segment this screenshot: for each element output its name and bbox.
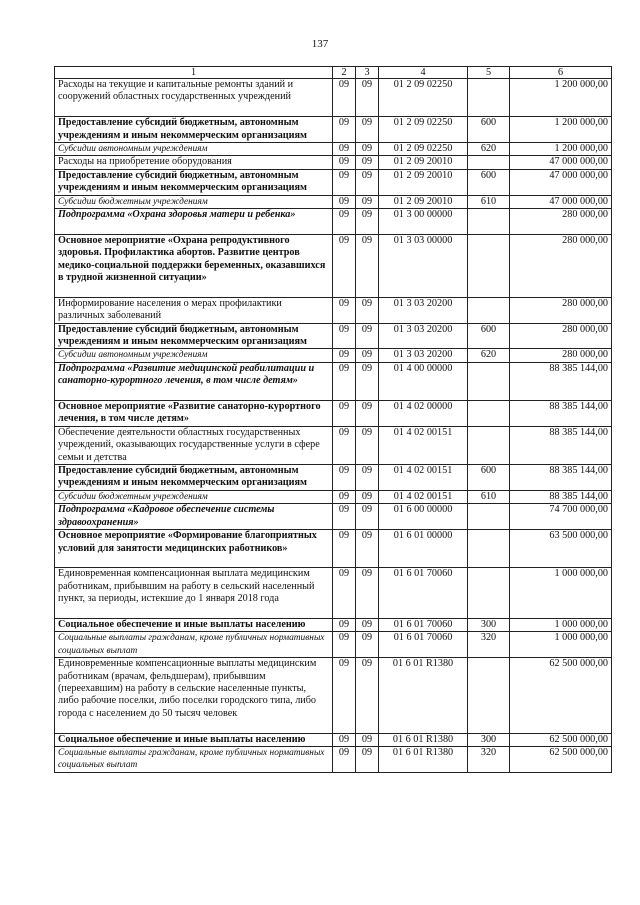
row-amount: 1 200 000,00: [510, 79, 612, 117]
row-subsection: 09: [356, 297, 379, 323]
row-name: Социальное обеспечение и иные выплаты населению: [55, 733, 333, 746]
row-section: 09: [333, 323, 356, 349]
table-row: [55, 733, 612, 746]
row-target-code: 01 2 09 20010: [379, 195, 468, 208]
row-subsection: 09: [356, 209, 379, 235]
table-row: [55, 504, 612, 530]
table-row: [55, 297, 612, 323]
row-amount: 62 500 000,00: [510, 733, 612, 746]
row-name: Социальное обеспечение и иные выплаты населению: [55, 618, 333, 631]
row-amount: 1 200 000,00: [510, 143, 612, 156]
table-row: [55, 632, 612, 658]
row-subsection: 09: [356, 504, 379, 530]
table-row: [55, 401, 612, 427]
header-col-1: 1: [55, 67, 333, 79]
row-section: 09: [333, 362, 356, 400]
row-expense-type: [468, 426, 510, 464]
row-section: 09: [333, 658, 356, 733]
row-amount: 1 200 000,00: [510, 117, 612, 143]
row-expense-type: [468, 504, 510, 530]
row-section: 09: [333, 143, 356, 156]
row-target-code: 01 3 03 20200: [379, 323, 468, 349]
row-amount: 280 000,00: [510, 234, 612, 297]
row-section: 09: [333, 733, 356, 746]
row-target-code: 01 2 09 02250: [379, 79, 468, 117]
row-name: Субсидии бюджетным учреждениям: [55, 195, 333, 208]
row-expense-type: 600: [468, 323, 510, 349]
row-name: Подпрограмма «Развитие медицинской реабилитации и санаторно-курортного лечения, в том числе детям»: [55, 362, 333, 400]
row-subsection: 09: [356, 169, 379, 195]
row-target-code: 01 4 02 00151: [379, 465, 468, 491]
row-name: Субсидии автономным учреждениям: [55, 143, 333, 156]
table-row: [55, 465, 612, 491]
row-amount: 88 385 144,00: [510, 362, 612, 400]
row-name: Предоставление субсидий бюджетным, автономным учреждениям и иным некоммерческим организациям: [55, 117, 333, 143]
table-row: [55, 143, 612, 156]
page-number: 137: [311, 38, 329, 50]
row-name: Социальные выплаты гражданам, кроме публичных нормативных социальных выплат: [55, 746, 333, 772]
row-subsection: 09: [356, 195, 379, 208]
row-subsection: 09: [356, 530, 379, 568]
table-row: [55, 195, 612, 208]
header-col-4: 4: [379, 67, 468, 79]
row-expense-type: 600: [468, 169, 510, 195]
row-name: Социальные выплаты гражданам, кроме публичных нормативных социальных выплат: [55, 632, 333, 658]
row-section: 09: [333, 426, 356, 464]
budget-table: [54, 66, 612, 773]
row-section: 09: [333, 117, 356, 143]
row-name: Основное мероприятие «Охрана репродуктивного здоровья. Профилактика абортов. Развитие центров медико-социальной поддержки беременных, оказавшихся в трудной жизненной ситуации»: [55, 234, 333, 297]
table-row: [55, 618, 612, 631]
table-body: [55, 79, 612, 773]
row-subsection: 09: [356, 323, 379, 349]
row-amount: 88 385 144,00: [510, 401, 612, 427]
row-section: 09: [333, 568, 356, 619]
row-amount: 88 385 144,00: [510, 490, 612, 503]
row-subsection: 09: [356, 426, 379, 464]
row-amount: 88 385 144,00: [510, 426, 612, 464]
row-expense-type: [468, 209, 510, 235]
row-expense-type: 320: [468, 746, 510, 772]
row-expense-type: [468, 401, 510, 427]
row-name: Единовременная компенсационная выплата медицинским работникам, прибывшим на работу в сельский населенный пункт, за периоды, истекшие до 1 января 2018 года: [55, 568, 333, 619]
row-subsection: 09: [356, 117, 379, 143]
table-row: [55, 156, 612, 169]
table-row: [55, 658, 612, 733]
row-section: 09: [333, 746, 356, 772]
row-amount: 1 000 000,00: [510, 632, 612, 658]
row-expense-type: 610: [468, 195, 510, 208]
row-name: Субсидии бюджетным учреждениям: [55, 490, 333, 503]
row-amount: 47 000 000,00: [510, 169, 612, 195]
row-name: Предоставление субсидий бюджетным, автономным учреждениям и иным некоммерческим организациям: [55, 465, 333, 491]
row-target-code: 01 3 03 20200: [379, 297, 468, 323]
row-expense-type: 600: [468, 117, 510, 143]
row-expense-type: [468, 530, 510, 568]
header-col-5: 5: [468, 67, 510, 79]
table-row: [55, 79, 612, 117]
row-target-code: 01 2 09 20010: [379, 169, 468, 195]
row-amount: 63 500 000,00: [510, 530, 612, 568]
row-subsection: 09: [356, 618, 379, 631]
row-amount: 280 000,00: [510, 323, 612, 349]
row-name: Предоставление субсидий бюджетным, автономным учреждениям и иным некоммерческим организациям: [55, 169, 333, 195]
row-subsection: 09: [356, 143, 379, 156]
row-subsection: 09: [356, 234, 379, 297]
row-subsection: 09: [356, 465, 379, 491]
row-name: Расходы на приобретение оборудования: [55, 156, 333, 169]
row-expense-type: 600: [468, 465, 510, 491]
row-expense-type: 620: [468, 349, 510, 362]
row-target-code: 01 6 01 R1380: [379, 746, 468, 772]
row-target-code: 01 4 02 00000: [379, 401, 468, 427]
row-expense-type: [468, 362, 510, 400]
header-col-3: 3: [356, 67, 379, 79]
table-row: [55, 209, 612, 235]
row-expense-type: 300: [468, 733, 510, 746]
row-section: 09: [333, 490, 356, 503]
row-target-code: 01 4 02 00151: [379, 490, 468, 503]
row-subsection: 09: [356, 79, 379, 117]
row-amount: 280 000,00: [510, 297, 612, 323]
row-section: 09: [333, 209, 356, 235]
row-target-code: 01 6 01 R1380: [379, 733, 468, 746]
row-section: 09: [333, 465, 356, 491]
row-amount: 1 000 000,00: [510, 568, 612, 619]
table-row: [55, 746, 612, 772]
row-target-code: 01 6 01 R1380: [379, 658, 468, 733]
row-expense-type: 610: [468, 490, 510, 503]
header-col-2: 2: [333, 67, 356, 79]
row-target-code: 01 6 01 70060: [379, 568, 468, 619]
row-section: 09: [333, 79, 356, 117]
row-amount: 1 000 000,00: [510, 618, 612, 631]
table-row: [55, 490, 612, 503]
row-subsection: 09: [356, 362, 379, 400]
row-target-code: 01 4 00 00000: [379, 362, 468, 400]
row-target-code: 01 3 00 00000: [379, 209, 468, 235]
header-col-6: 6: [510, 67, 612, 79]
row-subsection: 09: [356, 733, 379, 746]
row-amount: 47 000 000,00: [510, 195, 612, 208]
row-target-code: 01 2 09 02250: [379, 143, 468, 156]
row-expense-type: 620: [468, 143, 510, 156]
row-section: 09: [333, 632, 356, 658]
table-row: [55, 234, 612, 297]
row-name: Расходы на текущие и капитальные ремонты зданий и сооружений областных государственных учреждений: [55, 79, 333, 117]
row-section: 09: [333, 195, 356, 208]
row-name: Основное мероприятие «Формирование благоприятных условий для занятости медицинских работников»: [55, 530, 333, 568]
row-target-code: 01 2 09 20010: [379, 156, 468, 169]
row-name: Предоставление субсидий бюджетным, автономным учреждениям и иным некоммерческим организациям: [55, 323, 333, 349]
row-target-code: 01 2 09 02250: [379, 117, 468, 143]
row-section: 09: [333, 401, 356, 427]
row-expense-type: [468, 568, 510, 619]
row-name: Подпрограмма «Кадровое обеспечение системы здравоохранения»: [55, 504, 333, 530]
header-row: [55, 67, 612, 79]
row-subsection: 09: [356, 490, 379, 503]
row-name: Информирование населения о мерах профилактики различных заболеваний: [55, 297, 333, 323]
row-target-code: 01 3 03 00000: [379, 234, 468, 297]
row-expense-type: 300: [468, 618, 510, 631]
table-row: [55, 349, 612, 362]
row-subsection: 09: [356, 632, 379, 658]
row-subsection: 09: [356, 568, 379, 619]
row-amount: 62 500 000,00: [510, 658, 612, 733]
row-expense-type: [468, 297, 510, 323]
row-target-code: 01 6 01 00000: [379, 530, 468, 568]
row-name: Основное мероприятие «Развитие санаторно-курортного лечения, в том числе детям»: [55, 401, 333, 427]
table-row: [55, 169, 612, 195]
row-expense-type: [468, 156, 510, 169]
row-name: Обеспечение деятельности областных государственных учреждений, оказывающих государственные услуги в сфере семьи и детства: [55, 426, 333, 464]
row-subsection: 09: [356, 658, 379, 733]
row-amount: 74 700 000,00: [510, 504, 612, 530]
row-section: 09: [333, 234, 356, 297]
row-subsection: 09: [356, 349, 379, 362]
row-amount: 280 000,00: [510, 349, 612, 362]
row-subsection: 09: [356, 156, 379, 169]
row-section: 09: [333, 297, 356, 323]
row-subsection: 09: [356, 401, 379, 427]
row-target-code: 01 6 01 70060: [379, 632, 468, 658]
row-expense-type: [468, 658, 510, 733]
row-expense-type: [468, 79, 510, 117]
row-section: 09: [333, 169, 356, 195]
row-section: 09: [333, 618, 356, 631]
row-section: 09: [333, 156, 356, 169]
table-row: [55, 117, 612, 143]
row-amount: 280 000,00: [510, 209, 612, 235]
row-section: 09: [333, 504, 356, 530]
table-row: [55, 568, 612, 619]
row-name: Единовременные компенсационные выплаты медицинским работникам (врачам, фельдшерам), прибывшим (переехавшим) на работу в сельские населенные пункты, либо рабочие поселки, либо поселки городского типа, либо города с населением до 50 тысяч человек: [55, 658, 333, 733]
row-amount: 47 000 000,00: [510, 156, 612, 169]
row-name: Субсидии автономным учреждениям: [55, 349, 333, 362]
row-section: 09: [333, 349, 356, 362]
row-target-code: 01 3 03 20200: [379, 349, 468, 362]
row-expense-type: 320: [468, 632, 510, 658]
row-target-code: 01 6 00 00000: [379, 504, 468, 530]
row-target-code: 01 6 01 70060: [379, 618, 468, 631]
row-target-code: 01 4 02 00151: [379, 426, 468, 464]
row-subsection: 09: [356, 746, 379, 772]
row-expense-type: [468, 234, 510, 297]
table-row: [55, 426, 612, 464]
row-amount: 62 500 000,00: [510, 746, 612, 772]
row-name: Подпрограмма «Охрана здоровья матери и ребенка»: [55, 209, 333, 235]
table-row: [55, 323, 612, 349]
row-section: 09: [333, 530, 356, 568]
table-row: [55, 530, 612, 568]
table-row: [55, 362, 612, 400]
row-amount: 88 385 144,00: [510, 465, 612, 491]
